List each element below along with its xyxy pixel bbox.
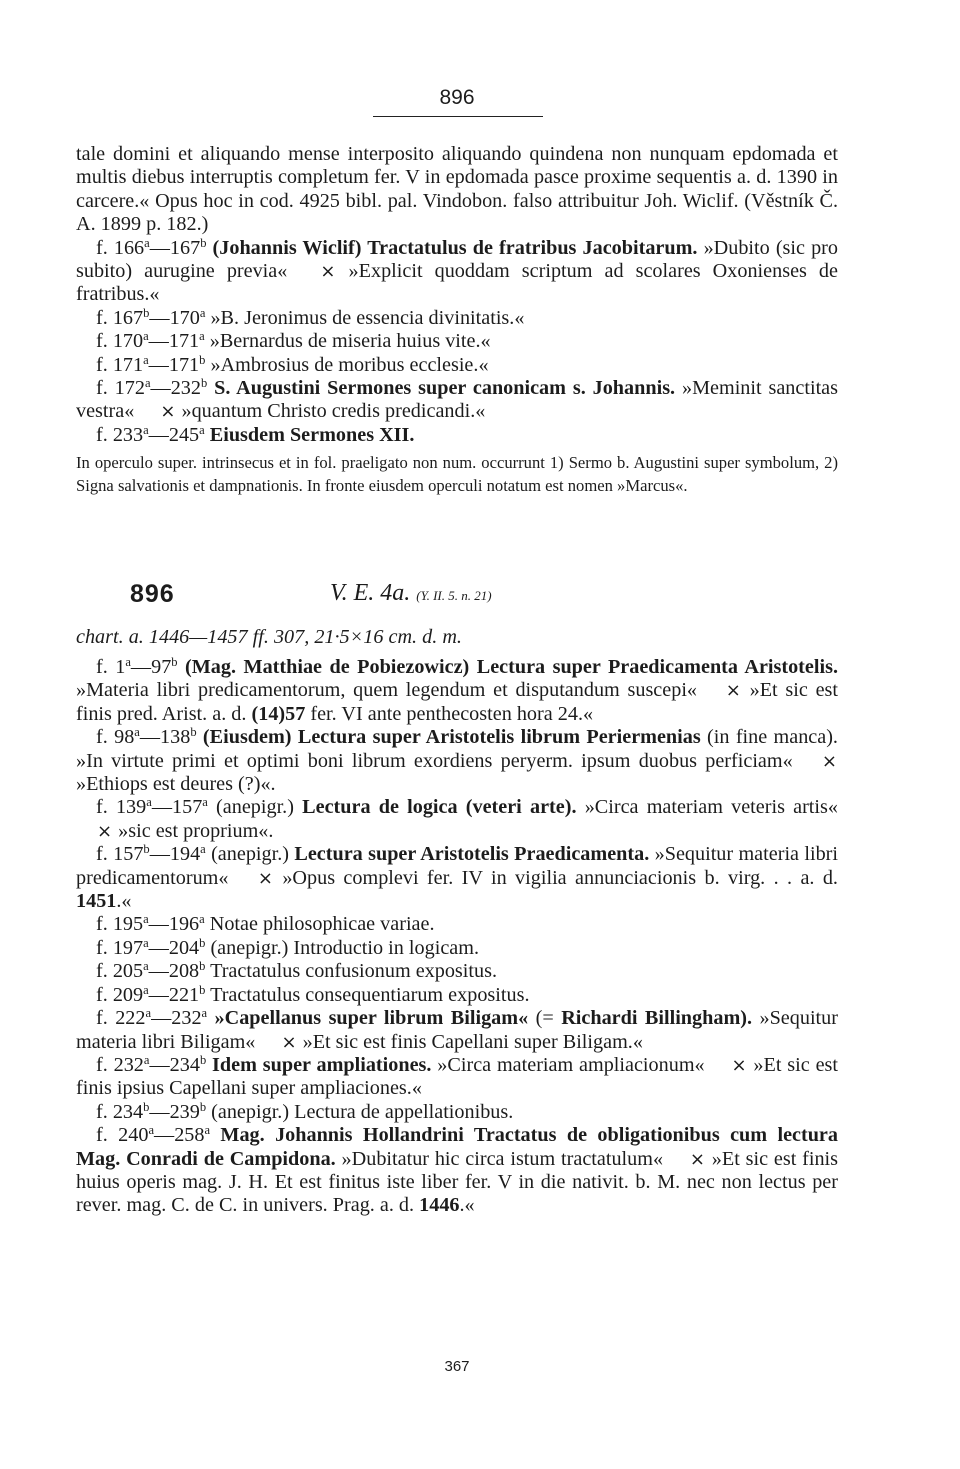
separator-x: × <box>160 401 176 423</box>
folio-entry: f. 166$^a$—167$^b$ (Johannis Wiclif) Tractatulus de fratribus Jacobitarum. »Dubito (sic pro subito) aurugine previa« × »Explicit quoddam scriptum ad scolares Oxonienses de fratribus.« <box>76 235 838 306</box>
separator-x: × <box>320 261 336 283</box>
folio-entry: f. 139$^a$—157$^a$ (anepigr.) Lectura de logica (veteri arte). »Circa materiam veteris artis« × »sic est proprium«. <box>76 796 838 843</box>
folio-entry: f. 234$^b$—239$^b$ (anepigr.) Lectura de appellationibus. <box>96 1099 514 1123</box>
incipit: »In virtute primi et optimi boni librum exordiens peryerm. ipsum duobus perficiam« <box>76 749 801 772</box>
signature-note: (Y. II. 5. n. 21) <box>416 588 492 603</box>
explicit: »Et sic est finis ipsius Capellani super ampliaciones.« <box>76 1053 838 1100</box>
explicit: »Et sic est finis huius operis mag. J. H. Et est finitus iste liber fer. V in die nativit. b. M. nec non lectus per rever. mag. C. de C. in univers. Prag. a. d. <box>76 1147 839 1217</box>
folio-entry: f. 170$^a$—171$^a$ »Bernardus de miseria huius vite.« <box>96 329 491 353</box>
separator-x: × <box>97 820 113 842</box>
folio-entry: f. 205$^a$—208$^b$ Tractatulus confusionum expositus. <box>96 959 498 983</box>
folio-entry: f. 98$^a$—138$^b$ (Eiusdem) Lectura super Aristotelis librum Periermenias (in fine manca). »In virtute primi et optimi boni librum exordiens peryerm. ipsum duobus perficiam« × »Ethiops est deures (?)«. <box>76 725 838 796</box>
folio-entry: f. 1$^a$—97$^b$ (Mag. Matthiae de Pobiezowicz) Lectura super Praedicamenta Aristotelis. »Materia libri predicamentorum, quem legendum et disputandum suscepi« × »Et sic est finis pred. Arist. a. d. (14)57 fer. VI ante penthecosten hora 24.« <box>76 655 839 725</box>
separator-x: × <box>731 1054 747 1076</box>
entry-signature: V. E. 4a. (Y. II. 5. n. 21) <box>330 580 492 606</box>
entry-title: Mag. Johannis Hollandrini Tractatus de obligationibus cum lectura Mag. Conradi de Campidona. <box>76 1124 838 1170</box>
folio-entry: f. 197$^a$—204$^b$ (anepigr.) Introductio in logicam. <box>96 936 479 959</box>
explicit: »Et sic est finis Capellani super Biligam.« <box>297 1030 643 1053</box>
explicit: »Ethiops est deures (?)«. <box>76 773 276 796</box>
incipit: »Meminit sanctitas vestra« <box>76 377 838 423</box>
binding-note: In operculo super. intrinsecus et in fol. praeligato non num. occurrunt 1) Sermo b. Augustini super symbolum, 2) Signa salvationis et dampnationis. In fronte eiusdem operculi notatum est nomen »Marcus«. <box>76 453 838 495</box>
separator-x: × <box>821 750 837 772</box>
entry-title: Eiusdem Sermones XII. <box>204 423 415 446</box>
incipit: »Sequitur materia libri Biligam« <box>76 1007 838 1053</box>
explicit: »Explicit quoddam scriptum ad scolares Oxonienses de fratribus.« <box>76 260 838 306</box>
explicit: »sic est proprium«. <box>113 819 274 842</box>
continuation-paragraph: tale domini et aliquando mense interposito aliquando quindena non nunquam epdomada et multis diebus interruptis completum fer. V in epdomada pasce proxime sequentis a. d. 1390 in carcere.« Opus hoc in cod. 4925 bibl. pal. Vindobon. falso attribuitur Joh. Wiclif. (Věstník Č. A. 1899 p. 182.) <box>76 143 838 236</box>
entry-title: (Johannis Wiclif) Tractatulus de fratribus Jacobitarum. <box>206 236 698 259</box>
page-number: 896 <box>439 86 475 109</box>
incipit: »Dubito (sic pro subito) aurugine previa« <box>76 236 838 283</box>
folio-entry: f. 167$^b$—170$^a$ »B. Jeronimus de essencia divinitatis.« <box>96 305 525 329</box>
folio-entry: f. 209$^a$—221$^b$ Tractatulus consequentiarum expositus. <box>96 982 530 1006</box>
incipit: »Dubitatur hic circa istum tractatulum« <box>335 1147 669 1170</box>
folio-entry: f. 195$^a$—196$^a$ Notae philosophicae variae. <box>96 912 435 936</box>
folio-entry: f. 171$^a$—171$^b$ »Ambrosius de moribus ecclesie.« <box>96 352 489 376</box>
entry-title: Idem super ampliationes. <box>206 1053 432 1076</box>
separator-x: × <box>725 680 741 702</box>
separator-x: × <box>689 1148 705 1170</box>
contents-list <box>76 656 838 1218</box>
incipit: »Circa materiam veteris artis« <box>576 796 838 819</box>
folio-entry: f. 232$^a$—234$^b$ Idem super ampliationes. »Circa materiam ampliacionum« × »Et sic est finis ipsius Capellani super ampliaciones.« <box>76 1053 838 1100</box>
explicit: »Et sic est finis pred. Arist. a. d. <box>76 679 839 725</box>
explicit: »Opus complevi fer. IV in vigilia annunciacionis b. virg. . . a. d. <box>273 866 838 889</box>
incipit: »Circa materiam ampliacionum« <box>431 1053 711 1076</box>
folio-entry: f. 157$^b$—194$^a$ (anepigr.) Lectura super Aristotelis Praedicamenta. »Sequitur materia libri predicamentorum« × »Opus complevi fer. IV in vigilia annunciacionis b. virg. . . a. d. 1451.« <box>76 842 839 913</box>
entry-title: (Eiusdem) Lectura super Aristotelis librum Periermenias <box>196 726 701 749</box>
entry-number: 896 <box>130 580 175 608</box>
entry-description: chart. a. 1446—1457 ff. 307, 21·5×16 cm. d. m. <box>76 626 462 648</box>
folio-entry: f. 240$^a$—258$^a$ Mag. Johannis Hollandrini Tractatus de obligationibus cum lectura Mag. Conradi de Campidona. »Dubitatur hic circa istum tractatulum« × »Et sic est finis huius operis mag. J. H. Et est finitus iste liber fer. V in die nativit. b. M. nec non lectus per rever. mag. C. de C. in univers. Prag. a. d. 1446.« <box>76 1123 839 1217</box>
separator-x: × <box>281 1031 297 1053</box>
folio-entry: f. 233$^a$—245$^a$ Eiusdem Sermones XII. <box>96 423 415 446</box>
entry-title: Lectura super Aristotelis Praedicamenta. <box>289 843 650 866</box>
separator-x: × <box>257 867 273 889</box>
previous-entry-continuation <box>76 143 838 497</box>
entry-heading <box>76 580 838 614</box>
explicit: »quantum Christo credis predicandi.« <box>176 400 486 423</box>
entry-title: (Mag. Matthiae de Pobiezowicz) Lectura super Praedicamenta Aristotelis. <box>177 656 838 678</box>
header-rule <box>373 116 543 117</box>
entry-title: S. Augustini Sermones super canonicam s. Johannis. <box>207 377 676 400</box>
folio-entry: f. 172$^a$—232$^b$ S. Augustini Sermones super canonicam s. Johannis. »Meminit sanctitas vestra« × »quantum Christo credis predicandi.« <box>76 376 838 423</box>
entry-title: Lectura de logica (veteri arte). <box>293 796 577 819</box>
incipit: »Sequitur materia libri predicamentorum« <box>76 843 839 889</box>
entry-title: »Capellanus super librum Biligam« <box>207 1007 529 1030</box>
folio-entry: f. 222$^a$—232$^a$ »Capellanus super librum Biligam« (= Richardi Billingham). »Sequitur materia libri Biligam« × »Et sic est finis Capellani super Biligam.« <box>76 1006 838 1053</box>
footer-page-number: 367 <box>444 1358 470 1375</box>
incipit: »Materia libri predicamentorum, quem legendum et disputandum suscepi« <box>76 679 705 702</box>
